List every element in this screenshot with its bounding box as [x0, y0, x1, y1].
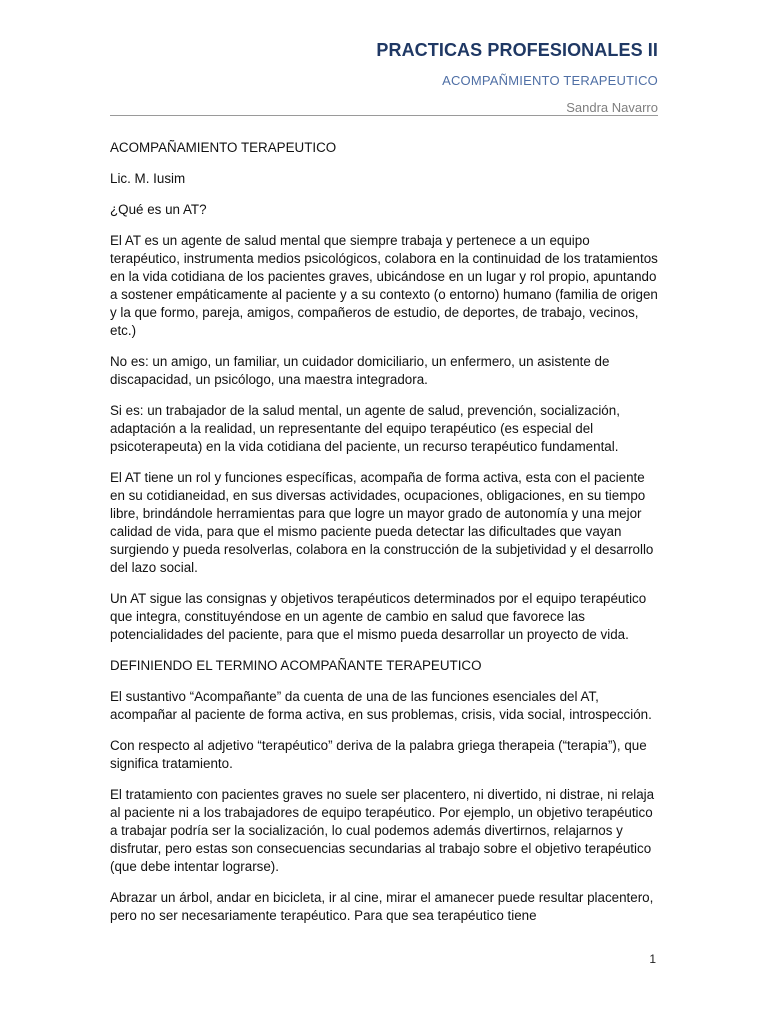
- author-line: Lic. M. Iusim: [110, 171, 186, 186]
- paragraph: Con respecto al adjetivo “terapéutico” deriva de la palabra griega therapeia (“terapia”), que significa tratamiento.: [110, 738, 647, 771]
- document-author: Sandra Navarro: [566, 100, 658, 115]
- document-subtitle: ACOMPAÑMIENTO TERAPEUTICO: [442, 73, 658, 88]
- paragraph: El sustantivo “Acompañante” da cuenta de una de las funciones esenciales del AT, acompañar al paciente de forma activa, en sus problemas, crisis, vida social, introspección.: [110, 689, 652, 722]
- document-header: [376, 40, 658, 115]
- section-heading: ACOMPAÑAMIENTO TERAPEUTICO: [110, 140, 337, 155]
- paragraph: El tratamiento con pacientes graves no suele ser placentero, ni divertido, ni distrae, ni relaja al paciente ni a los trabajadores de equipo terapéutico. Por ejemplo, un objetivo terapéutico a trabajar podría ser la socialización, lo cual podemos además divertirnos, relajarnos y disfrutar, pero estas son consecuencias secundarias al trabajo sobre el objetivo terapéutico (que debe intentar lograrse).: [110, 787, 655, 874]
- paragraph: Abrazar un árbol, andar en bicicleta, ir al cine, mirar el amanecer puede resultar placentero, pero no ser necesariamente terapéutico. Para que sea terapéutico tiene: [110, 890, 654, 923]
- paragraph: El AT tiene un rol y funciones específicas, acompaña de forma activa, esta con el paciente en su cotidianeidad, en sus diversas actividades, ocupaciones, obligaciones, en su tiempo libre, brindándole herramientas para que logre un mayor grado de autonomía y una mejor calidad de vida, para que el mismo paciente pueda detectar las dificultades que vayan surgiendo y pueda resolverlas, colabora en la construcción de la subjetividad y el desarrollo del lazo social.: [110, 470, 654, 575]
- paragraph: Un AT sigue las consignas y objetivos terapéuticos determinados por el equipo terapéutico que integra, constituyéndose en un agente de cambio en salud que favorece las potencialidades del paciente, para que el mismo pueda desarrollar un proyecto de vida.: [110, 591, 647, 642]
- paragraph: No es: un amigo, un familiar, un cuidador domiciliario, un enfermero, un asistente de discapacidad, un psicólogo, una maestra integradora.: [110, 354, 610, 387]
- section-heading: DEFINIENDO EL TERMINO ACOMPAÑANTE TERAPEUTICO: [110, 658, 482, 673]
- document-title: PRACTICAS PROFESIONALES II: [376, 40, 658, 60]
- paragraph: El AT es un agente de salud mental que siempre trabaja y pertenece a un equipo terapéutico, instrumenta medios psicológicos, colabora en la continuidad de los tratamientos en la vida cotidiana de los pacientes graves, ubicándose en un lugar y rol propio, apuntando a sostener empáticamente al paciente y a su contexto (o entorno) humano (familia de origen y la que formo, pareja, amigos, compañeros de estudio, de deportes, de trabajo, vecinos, etc.): [110, 233, 658, 338]
- paragraph: Si es: un trabajador de la salud mental, un agente de salud, prevención, socialización, adaptación a la realidad, un representante del equipo terapéutico (es especial del psicoterapeuta) en la vida cotidiana del paciente, un recurso terapéutico fundamental.: [110, 403, 620, 454]
- document-body: [110, 139, 658, 938]
- question-line: ¿Qué es un AT?: [110, 202, 207, 217]
- header-divider: [110, 115, 658, 116]
- page-number: 1: [649, 952, 656, 966]
